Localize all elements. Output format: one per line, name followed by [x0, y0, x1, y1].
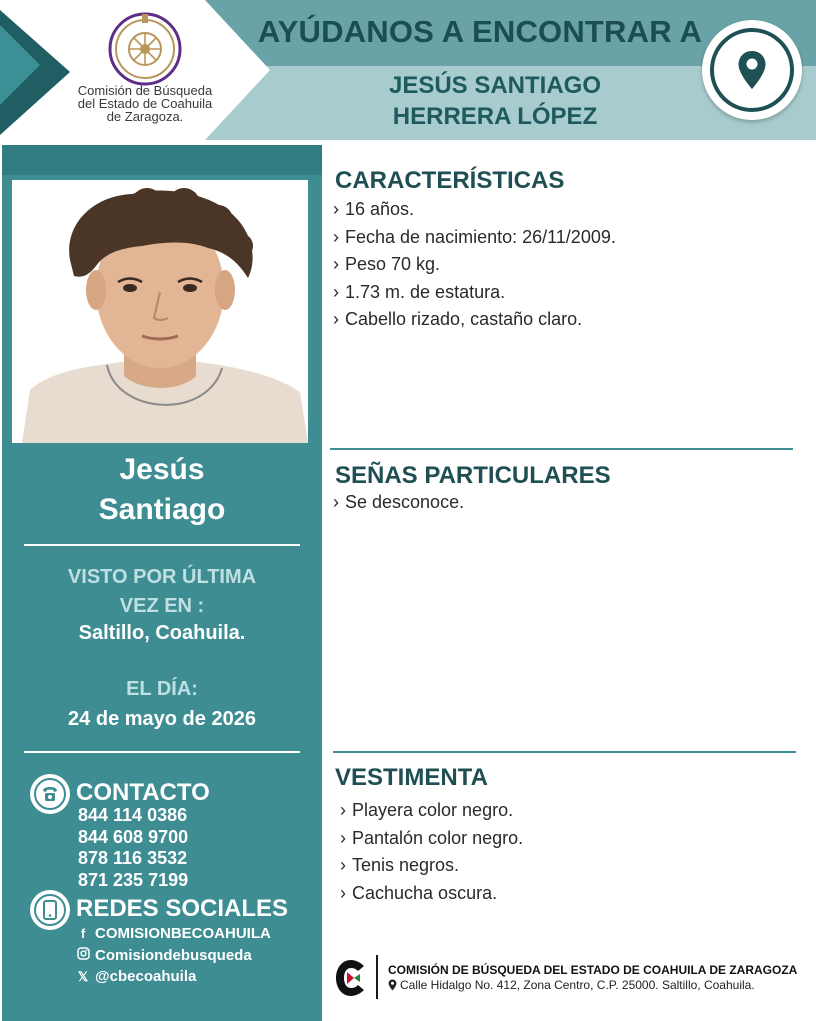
- location-badge-ring: [710, 28, 794, 112]
- social-title: REDES SOCIALES: [76, 895, 289, 922]
- commission-name: [62, 84, 228, 123]
- phone-number[interactable]: 878 116 3532: [78, 848, 188, 868]
- full-name-line-1: JESÚS SANTIAGO: [388, 72, 602, 99]
- characteristic-item: › Peso 70 kg.: [333, 251, 616, 279]
- commission-name-line-2: del Estado de Coahuila: [77, 96, 213, 111]
- footer-separator: [376, 955, 378, 999]
- contact-icon-badge: [30, 774, 70, 814]
- missing-person-first-name: [2, 450, 322, 530]
- section-divider: [333, 751, 796, 753]
- day-label: EL DÍA:: [126, 678, 198, 700]
- clothing-item: › Playera color negro.: [340, 797, 523, 825]
- last-seen-place: Saltillo, Coahuila.: [78, 622, 246, 644]
- phone-number[interactable]: 844 114 0386: [78, 805, 188, 825]
- characteristic-item: › Fecha de nacimiento: 26/11/2009.: [333, 224, 616, 252]
- smartphone-icon: [43, 900, 57, 920]
- clothing-item: › Tenis negros.: [340, 852, 523, 880]
- left-divider-bottom: [24, 751, 300, 753]
- footer-org-name: COMISIÓN DE BÚSQUEDA DEL ESTADO DE COAHUILA DE ZARAGOZA: [388, 963, 798, 977]
- commission-c-logo: [334, 958, 370, 998]
- first-name-line-2: Santiago: [98, 493, 226, 526]
- social-handle: Comisiondebusqueda: [95, 946, 252, 964]
- commission-name-line-1: Comisión de Búsqueda: [77, 83, 213, 98]
- poster-title: AYÚDANOS A ENCONTRAR A: [257, 14, 703, 49]
- first-name-line-1: Jesús: [119, 453, 205, 486]
- phone-number[interactable]: 871 235 7199: [78, 869, 189, 890]
- clothing-item: › Cachucha oscura.: [340, 880, 523, 908]
- characteristic-item: › Cabello rizado, castaño claro.: [333, 306, 616, 334]
- facebook-icon: f: [80, 926, 86, 941]
- marks-list: [333, 489, 464, 517]
- section-divider: [330, 448, 793, 450]
- phone-icon: [41, 785, 59, 803]
- header-banner: [0, 0, 816, 140]
- social-handle: COMISIONBECOAHUILA: [95, 925, 271, 942]
- map-pin-icon: [737, 50, 767, 90]
- clothing-item: › Pantalón color negro.: [340, 825, 523, 853]
- contact-icon-ring: [34, 778, 66, 810]
- x-icon: 𝕏: [77, 969, 89, 984]
- social-icon-ring: [34, 894, 66, 926]
- missing-person-photo: [12, 180, 308, 443]
- instagram-icon: [76, 945, 90, 967]
- mark-item: › Se desconoce.: [333, 489, 464, 517]
- left-info-column: [2, 145, 322, 1021]
- location-pin-icon: [388, 979, 397, 991]
- contact-phone-list: [78, 805, 188, 891]
- footer-address: [388, 978, 755, 992]
- last-seen-label-line-1: VISTO POR ÚLTIMA: [67, 566, 257, 588]
- phone-number[interactable]: 844 608 9700: [78, 826, 189, 847]
- location-badge: [702, 20, 802, 120]
- last-seen-label: [2, 563, 322, 621]
- missing-person-full-name: [330, 70, 660, 132]
- portrait-illustration: [12, 180, 308, 443]
- clothing-title: VESTIMENTA: [335, 764, 488, 791]
- commission-seal-logo: [108, 12, 182, 86]
- characteristics-list: [333, 196, 616, 334]
- marks-title: SEÑAS PARTICULARES: [335, 462, 611, 489]
- characteristic-item: › 16 años.: [333, 196, 616, 224]
- social-account-instagram[interactable]: [76, 945, 271, 967]
- contact-title: CONTACTO: [76, 779, 210, 806]
- characteristic-item: › 1.73 m. de estatura.: [333, 279, 616, 307]
- clothing-list: [340, 797, 523, 907]
- day-value: 24 de mayo de 2026: [68, 708, 256, 730]
- characteristics-title: CARACTERÍSTICAS: [335, 167, 565, 194]
- footer-address-text: Calle Hidalgo No. 412, Zona Centro, C.P. 25000. Saltillo, Coahuila.: [400, 978, 755, 992]
- social-accounts-list: [76, 923, 271, 988]
- last-seen-label-line-2: VEZ EN :: [119, 595, 205, 617]
- full-name-line-2: HERRERA LÓPEZ: [392, 103, 598, 130]
- social-account-facebook[interactable]: [76, 923, 271, 945]
- commission-name-line-3: de Zaragoza.: [106, 109, 184, 124]
- social-icon-badge: [30, 890, 70, 930]
- left-divider-top: [24, 544, 300, 546]
- left-column-top-strip: [2, 145, 322, 175]
- social-handle: @cbecoahuila: [95, 968, 197, 985]
- social-account-x[interactable]: [76, 966, 271, 988]
